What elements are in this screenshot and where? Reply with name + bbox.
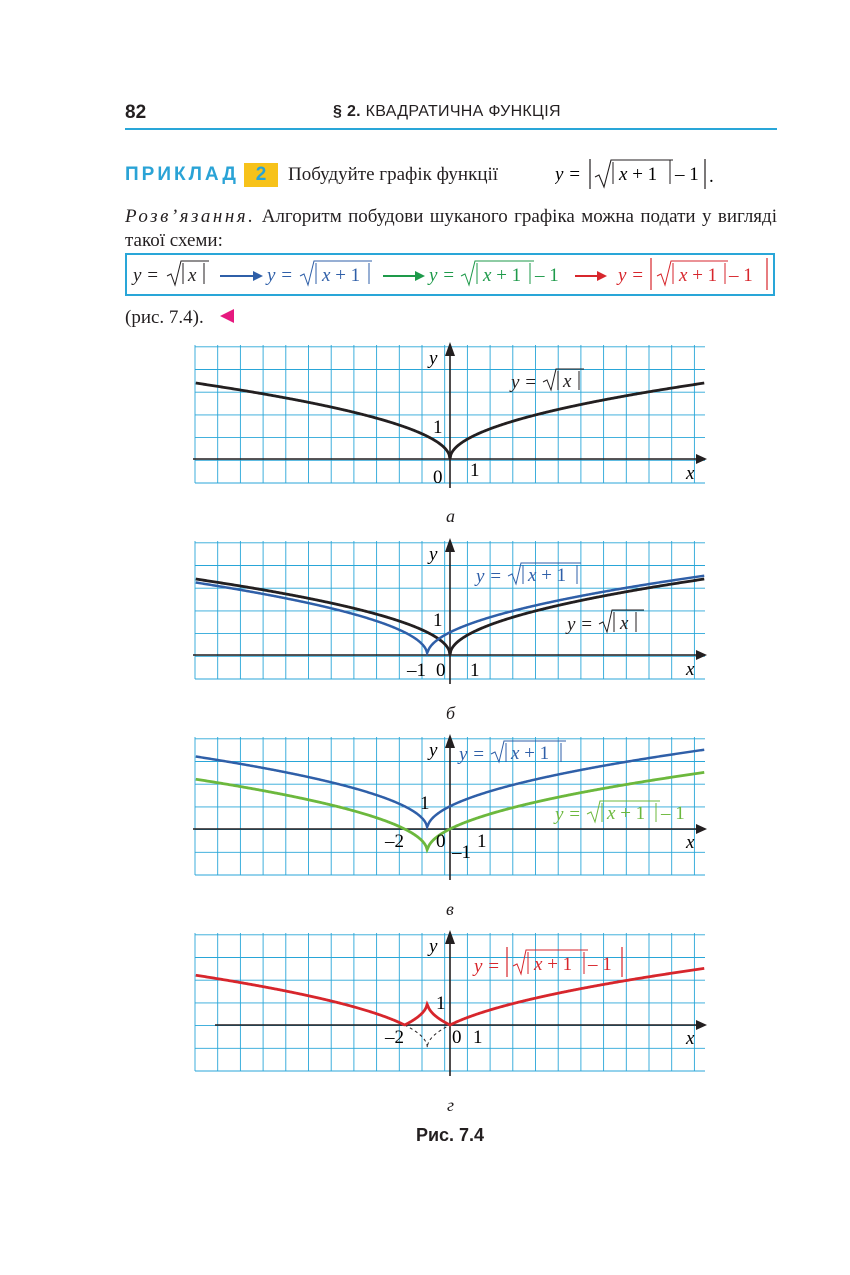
tick-label: 1	[433, 610, 443, 631]
svg-text:y =: y =	[618, 265, 645, 286]
graph-a	[193, 342, 707, 488]
x-axis-arrow-icon	[696, 1020, 707, 1030]
scheme-step-1	[131, 261, 209, 286]
scheme-step-2	[265, 261, 372, 286]
svg-text:x: x	[620, 613, 629, 634]
x-axis-arrow-icon	[696, 454, 707, 464]
curve-label-sqrt-abs-x-plus-1-minus-1	[553, 801, 685, 825]
task-statement: Побудуйте графік функції	[288, 164, 499, 185]
section-name: КВАДРАТИЧНА ФУНКЦІЯ	[365, 103, 561, 120]
y-axis-arrow-icon	[445, 734, 455, 748]
graph-letter-a: а	[446, 506, 455, 526]
svg-text:x + 1: x + 1	[607, 803, 646, 824]
svg-text:x + 1: x + 1	[534, 954, 573, 975]
header-rule	[125, 128, 777, 130]
curve-label-sqrt-abs-x	[565, 610, 644, 635]
svg-text:.: .	[709, 166, 714, 187]
example-label: ПРИКЛАД	[125, 164, 239, 185]
svg-text:x: x	[188, 265, 197, 286]
triangle-left-icon	[219, 308, 235, 324]
tick-label: 1	[473, 1027, 483, 1048]
axis-label-x: x	[686, 1028, 695, 1049]
axis-label-x: x	[686, 832, 695, 853]
section-mark: § 2.	[333, 103, 361, 120]
svg-text:– 1: – 1	[588, 954, 612, 975]
svg-text:y =: y =	[459, 744, 486, 765]
solution-lead: Розв’язання.	[125, 206, 256, 227]
axis-label-x: x	[686, 659, 695, 680]
solution-text: Алгоритм побудови шуканого графіка можна подати у вигляді такої схеми:	[125, 206, 777, 251]
tick-label: 0	[433, 467, 443, 488]
x-axis-arrow-icon	[696, 824, 707, 834]
svg-text:x + 1: x + 1	[679, 265, 718, 286]
scheme-formulas	[127, 255, 773, 294]
curve-label-sqrt-abs-x	[509, 369, 584, 393]
page-number: 82	[125, 102, 147, 123]
axis-label-y: y	[429, 348, 438, 369]
graph-letter-v: в	[446, 899, 454, 919]
axis-label-y: y	[429, 544, 438, 565]
tick-label: –1	[407, 660, 426, 681]
scheme-step-4	[616, 258, 767, 290]
tick-label: –2	[385, 1027, 404, 1048]
svg-text:y =: y =	[555, 804, 582, 825]
formula-minus-1: – 1	[675, 164, 699, 185]
x-axis-arrow-icon	[696, 650, 707, 660]
tick-label: 1	[470, 460, 480, 481]
graph-v	[193, 734, 707, 880]
tick-label: 0	[436, 831, 446, 852]
tick-label: 1	[436, 993, 446, 1014]
arrow-right-icon	[383, 271, 425, 281]
svg-text:y =: y =	[429, 265, 456, 286]
curve-label-abs-sqrt-abs-x-plus-1-minus-1	[472, 947, 622, 977]
task-text	[288, 163, 498, 187]
y-axis-arrow-icon	[445, 342, 455, 356]
svg-text:x + 1: x + 1	[511, 743, 550, 764]
section-title	[333, 103, 561, 121]
solution-paragraph	[125, 205, 777, 253]
tick-label: 1	[420, 793, 430, 814]
tick-label: 0	[452, 1027, 462, 1048]
figure-reference-text: (рис. 7.4).	[125, 307, 204, 328]
tick-label: 1	[470, 660, 480, 681]
y-axis-arrow-icon	[445, 930, 455, 944]
tick-label: 0	[436, 660, 446, 681]
svg-text:y =: y =	[474, 956, 501, 977]
graph-g	[193, 930, 707, 1076]
svg-text:x + 1: x + 1	[322, 265, 361, 286]
figure-reference	[125, 306, 235, 330]
axis-label-x: x	[686, 463, 695, 484]
formula-prefix: y =	[555, 164, 582, 185]
svg-text:x: x	[563, 371, 572, 392]
svg-text:– 1: – 1	[535, 265, 559, 286]
tick-label: 1	[433, 417, 443, 438]
figure-caption: Рис. 7.4	[415, 1125, 485, 1145]
axis-label-y: y	[429, 936, 438, 957]
tick-label: –2	[385, 831, 404, 852]
scheme-step-3	[427, 261, 559, 286]
svg-text:y =: y =	[476, 566, 503, 587]
arrow-right-icon	[575, 271, 607, 281]
curve-label-sqrt-abs-x-plus-1	[474, 563, 581, 587]
arrow-right-icon	[220, 271, 263, 281]
svg-text:x + 1: x + 1	[528, 565, 567, 586]
svg-text:– 1: – 1	[661, 803, 685, 824]
svg-text:y =: y =	[567, 614, 594, 635]
curve-dashed-reflected-part	[405, 1025, 450, 1048]
tick-label: –1	[452, 842, 471, 863]
svg-text:y =: y =	[511, 372, 538, 393]
y-axis-arrow-icon	[445, 538, 455, 552]
axis-label-y: y	[429, 740, 438, 761]
formula-x-plus-1: x + 1	[619, 164, 658, 185]
graph-b	[193, 538, 707, 684]
tick-label: 1	[477, 831, 487, 852]
task-formula	[555, 156, 725, 192]
svg-text:y =: y =	[133, 265, 160, 286]
svg-text:y =: y =	[267, 265, 294, 286]
graph-letter-b: б	[446, 703, 456, 723]
svg-text:– 1: – 1	[729, 265, 753, 286]
graph-letter-g: г	[447, 1095, 455, 1115]
svg-text:x + 1: x + 1	[483, 265, 522, 286]
example-number-badge: 2	[244, 163, 278, 187]
